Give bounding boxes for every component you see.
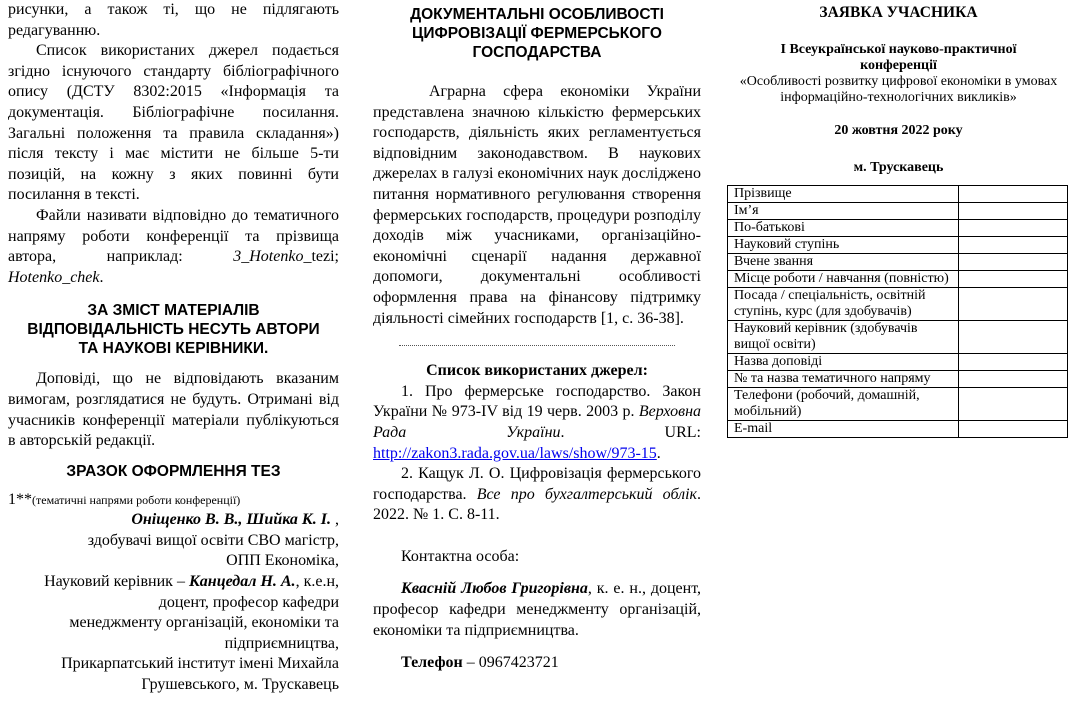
supervisor-degree: , к.е.н, [295, 573, 339, 591]
form-row-report-title [728, 354, 1068, 371]
sample-line-4: доцент, професор кафедри [158, 593, 339, 611]
phone-label: Телефон [401, 654, 463, 672]
sample-line-6: підприємництва, [224, 634, 339, 652]
sample-line-7: Прикарпатський інститут імені Михайла [61, 655, 339, 673]
reference-1-source: Верховна Рада України [373, 403, 701, 441]
form-label: № та назва тематичного напряму [728, 371, 959, 388]
form-row-surname [728, 186, 1068, 203]
responsibility-heading: ЗА ЗМІСТ МАТЕРІАЛІВ ВІДПОВІДАЛЬНІСТЬ НЕСУТЬ АВТОРИ ТА НАУКОВІ КЕРІВНИКИ. [27, 302, 320, 358]
phone-line [373, 653, 701, 674]
reference-1-text: 1. Про фермерське господарство. Закон України № 973-IV від 19 черв. 2003 р. [373, 382, 701, 421]
sample-line-1: здобувачі вищої освіти СВО магістр, [87, 531, 339, 549]
sample-block [8, 490, 339, 696]
sample-authors: Оніщенко В. В., Шийка К. І. [131, 511, 331, 529]
contact-label: Контактна особа: [401, 547, 520, 565]
file-naming-text: Файли називати відповідно до тематичного напряму роботи конференції та прізвища автора, наприклад: [8, 206, 339, 266]
contact-name: Квасній Любов Григорівна [401, 580, 588, 598]
form-label: Прізвище [728, 186, 959, 203]
reference-1 [373, 382, 701, 464]
form-row-patronymic [728, 220, 1068, 237]
sample-line-5: менеджменту організацій, економіки та [69, 614, 339, 632]
sample-line-8: Грушевського, м. Трускавець [141, 676, 339, 694]
form-row-title [728, 254, 1068, 271]
contact-details: , к. е. н., доцент, професор кафедри менеджменту організацій, економіки та підприємництва. [373, 580, 701, 639]
form-row-degree [728, 237, 1068, 254]
form-label: Ім’я [728, 203, 959, 220]
application-form-table [727, 185, 1068, 438]
sample-note: (тематичні напрями роботи конференції) [32, 492, 241, 507]
file-example-3: Hotenko_chek [8, 268, 100, 286]
form-row-supervisor [728, 321, 1068, 354]
middle-column [373, 0, 701, 674]
sample-authors-line [8, 510, 339, 531]
form-field-degree[interactable] [959, 237, 1068, 254]
form-label: Науковий ступінь [728, 237, 959, 254]
form-label: Місце роботи / навчання (повністю) [728, 271, 959, 288]
reference-1-link[interactable]: http://zakon3.rada.gov.ua/laws/show/973-15 [373, 444, 657, 462]
supervisor-name: Канцедал Н. А. [188, 573, 296, 591]
reference-2-text: 2. Кащук Л. О. Цифровізація фермерського господарства. [373, 465, 701, 503]
conference-theme: «Особливості розвитку цифрової економіки в умовах інформаційно-технологічних викликів» [739, 74, 1058, 105]
sample-number: 1** [8, 490, 32, 508]
file-example-1: 3_Hotenko_ [233, 248, 312, 266]
form-row-name [728, 203, 1068, 220]
paragraph-file-naming [8, 206, 339, 288]
form-field-email[interactable] [959, 421, 1068, 438]
file-example-2: tezi [311, 248, 335, 266]
form-row-email [728, 421, 1068, 438]
sample-authors-tail: , [331, 511, 339, 529]
form-row-phones [728, 388, 1068, 421]
application-title: ЗАЯВКА УЧАСНИКА [819, 4, 978, 21]
sample-number-line [8, 490, 339, 511]
sample-line-2: ОПП Економіка, [226, 552, 339, 570]
contact-person [373, 579, 701, 641]
form-field-patronymic[interactable] [959, 220, 1068, 237]
form-field-title[interactable] [959, 254, 1068, 271]
form-field-report-title[interactable] [959, 354, 1068, 371]
paragraph-rejection: Доповіді, що не відповідають вказаним вимогам, розглядатися не будуть. Отримані від учасників конференції матеріали публікуються в авторській редакції. [8, 370, 339, 450]
form-row-direction [728, 371, 1068, 388]
paragraph-references: Список використаних джерел подається згідно існуючого стандарту бібліографічного опису (ДСТУ 8302:2015 «Інформація та документація. Бібліографічне посилання. Загальні положення та правила складання») після тексту і має містити не більше 5-ти позицій, на кожну з яких повинні бути посилання в тексті. [8, 42, 339, 204]
form-field-workplace[interactable] [959, 271, 1068, 288]
dotted-separator [399, 344, 675, 346]
reference-2 [373, 464, 701, 526]
reference-1-url-label: . URL: [560, 423, 701, 441]
reference-1-end: . [656, 444, 661, 462]
conference-name: І Всеукраїнської науково-практичної конференції [780, 42, 1017, 73]
left-column [8, 0, 339, 696]
reference-2-source: Все про бухгалтерський облік [476, 485, 698, 503]
reference-2-tail: . 2022. № 1. С. 8-11. [373, 485, 702, 524]
form-field-direction[interactable] [959, 371, 1068, 388]
phone-value: – 0967423721 [462, 654, 559, 672]
form-row-position [728, 288, 1068, 321]
form-label: По-батькові [728, 220, 959, 237]
form-label: Науковий керівник (здобувачів вищої освіти) [728, 321, 959, 354]
sample-supervisor-line [8, 572, 339, 593]
form-field-phones[interactable] [959, 388, 1068, 421]
supervisor-label: Науковий керівник – [44, 573, 189, 591]
file-example-end: . [99, 268, 104, 286]
form-label: Телефони (робочий, домашній, мобільний) [728, 388, 959, 421]
paragraph-figures: рисунки, а також ті, що не підлягають редагуванню. [8, 1, 339, 39]
file-example-sep: ; [334, 248, 339, 266]
form-label: E-mail [728, 421, 959, 438]
form-field-name[interactable] [959, 203, 1068, 220]
form-label: Вчене звання [728, 254, 959, 271]
form-label: Назва доповіді [728, 354, 959, 371]
form-field-surname[interactable] [959, 186, 1068, 203]
sample-paper-title: ДОКУМЕНТАЛЬНІ ОСОБЛИВОСТІ ЦИФРОВІЗАЦІЇ ФЕРМЕРСЬКОГО ГОСПОДАРСТВА [410, 6, 664, 61]
conference-city: м. Трускавець [853, 160, 944, 175]
conference-date: 20 жовтня 2022 року [834, 123, 963, 138]
form-field-supervisor[interactable] [959, 321, 1068, 354]
sample-paper-body: Аграрна сфера економіки України представлена значною кількістю фермерських господарств, діяльність яких регламентується відповідним законодавством. В наукових джерелах в галузі економічних наук досліджено питання нормативного регулювання створення фермерських господарств, процедури розподілу доходів між учасниками, організаційно-економічні сценарії надання державної допомоги, документальні особливості оформлення права на фінансову підтримку діяльності сімейних господарств [1, с. 36-38]. [373, 83, 701, 327]
right-column [727, 0, 1070, 438]
form-field-position[interactable] [959, 288, 1068, 321]
form-label: Посада / спеціальність, освітній ступінь, курс (для здобувачів) [728, 288, 959, 321]
references-heading: Список використаних джерел: [426, 362, 648, 380]
form-row-workplace [728, 271, 1068, 288]
sample-heading: ЗРАЗОК ОФОРМЛЕННЯ ТЕЗ [66, 462, 281, 480]
